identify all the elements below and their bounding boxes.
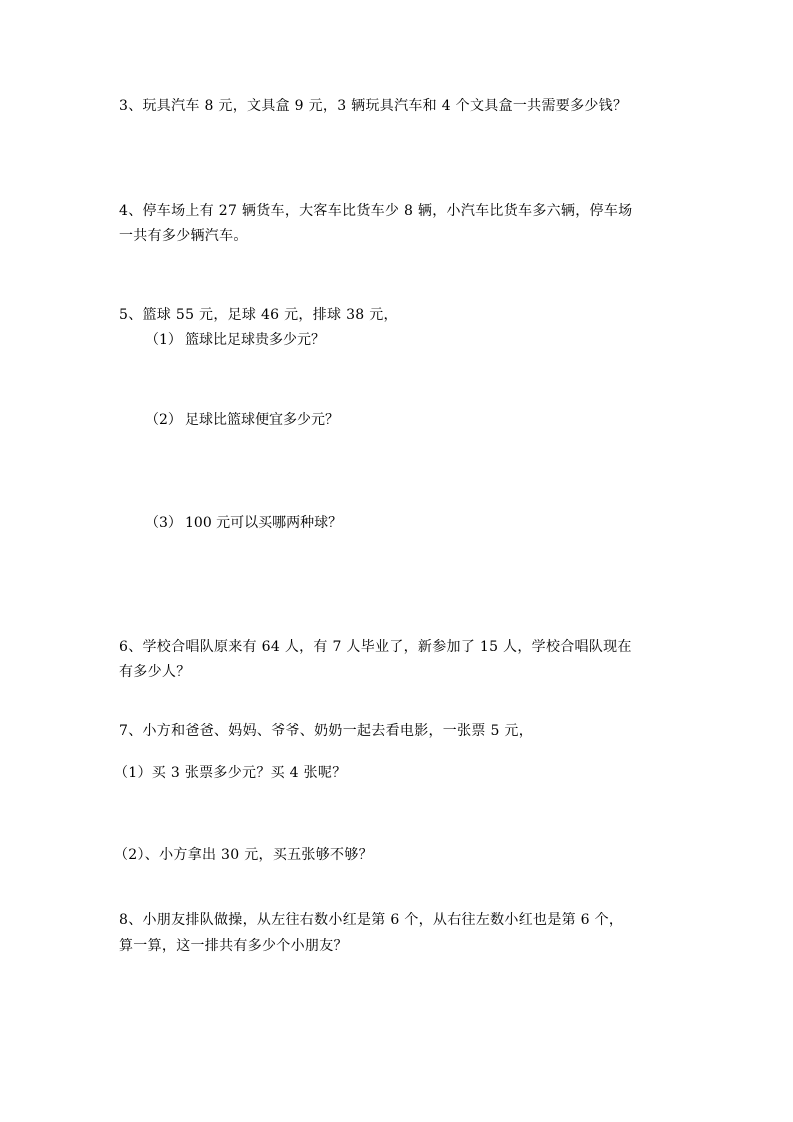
question-5-sub2-text: 足球比篮球便宜多少元？ bbox=[185, 412, 339, 428]
question-5-sub3-number: （3） bbox=[145, 515, 182, 531]
question-6-text-line2: 有多少人？ bbox=[119, 664, 191, 680]
question-6-text-line1: 6、学校合唱队原来有 64 人，有 7 人毕业了，新参加了 15 人，学校合唱队现在 bbox=[119, 639, 632, 655]
question-5-sub2 bbox=[145, 410, 339, 430]
question-5-sub2-number: （2） bbox=[145, 412, 182, 428]
question-4-text-line1: 4、停车场上有 27 辆货车，大客车比货车少 8 辆，小汽车比货车多六辆，停车场 bbox=[119, 203, 633, 219]
question-5-sub1 bbox=[145, 330, 325, 350]
question-3-text: 3、玩具汽车 8 元，文具盒 9 元，3 辆玩具汽车和 4 个文具盒一共需要多少钱？ bbox=[119, 98, 628, 114]
question-5-text: 5、篮球 55 元，足球 46 元，排球 38 元， bbox=[119, 307, 398, 323]
question-5-sub3-text: 100 元可以买哪两种球？ bbox=[185, 515, 343, 531]
question-5-sub1-text: 篮球比足球贵多少元？ bbox=[185, 332, 325, 348]
question-5-sub1-number: （1） bbox=[145, 332, 182, 348]
question-8-text-line2: 算一算，这一排共有多少个小朋友？ bbox=[119, 938, 348, 954]
question-8-text-line1: 8、小朋友排队做操，从左往右数小红是第 6 个，从右往左数小红也是第 6 个， bbox=[119, 912, 624, 928]
question-7-text: 7、小方和爸爸、妈妈、爷爷、奶奶一起去看电影，一张票 5 元， bbox=[119, 723, 534, 739]
question-4-text-line2: 一共有多少辆汽车。 bbox=[119, 228, 248, 244]
question-7-sub1: （1）买 3 张票多少元？买 4 张呢？ bbox=[114, 765, 347, 781]
question-5-sub3 bbox=[145, 513, 342, 533]
question-7-sub2: （2）、小方拿出 30 元，买五张够不够？ bbox=[114, 847, 373, 863]
